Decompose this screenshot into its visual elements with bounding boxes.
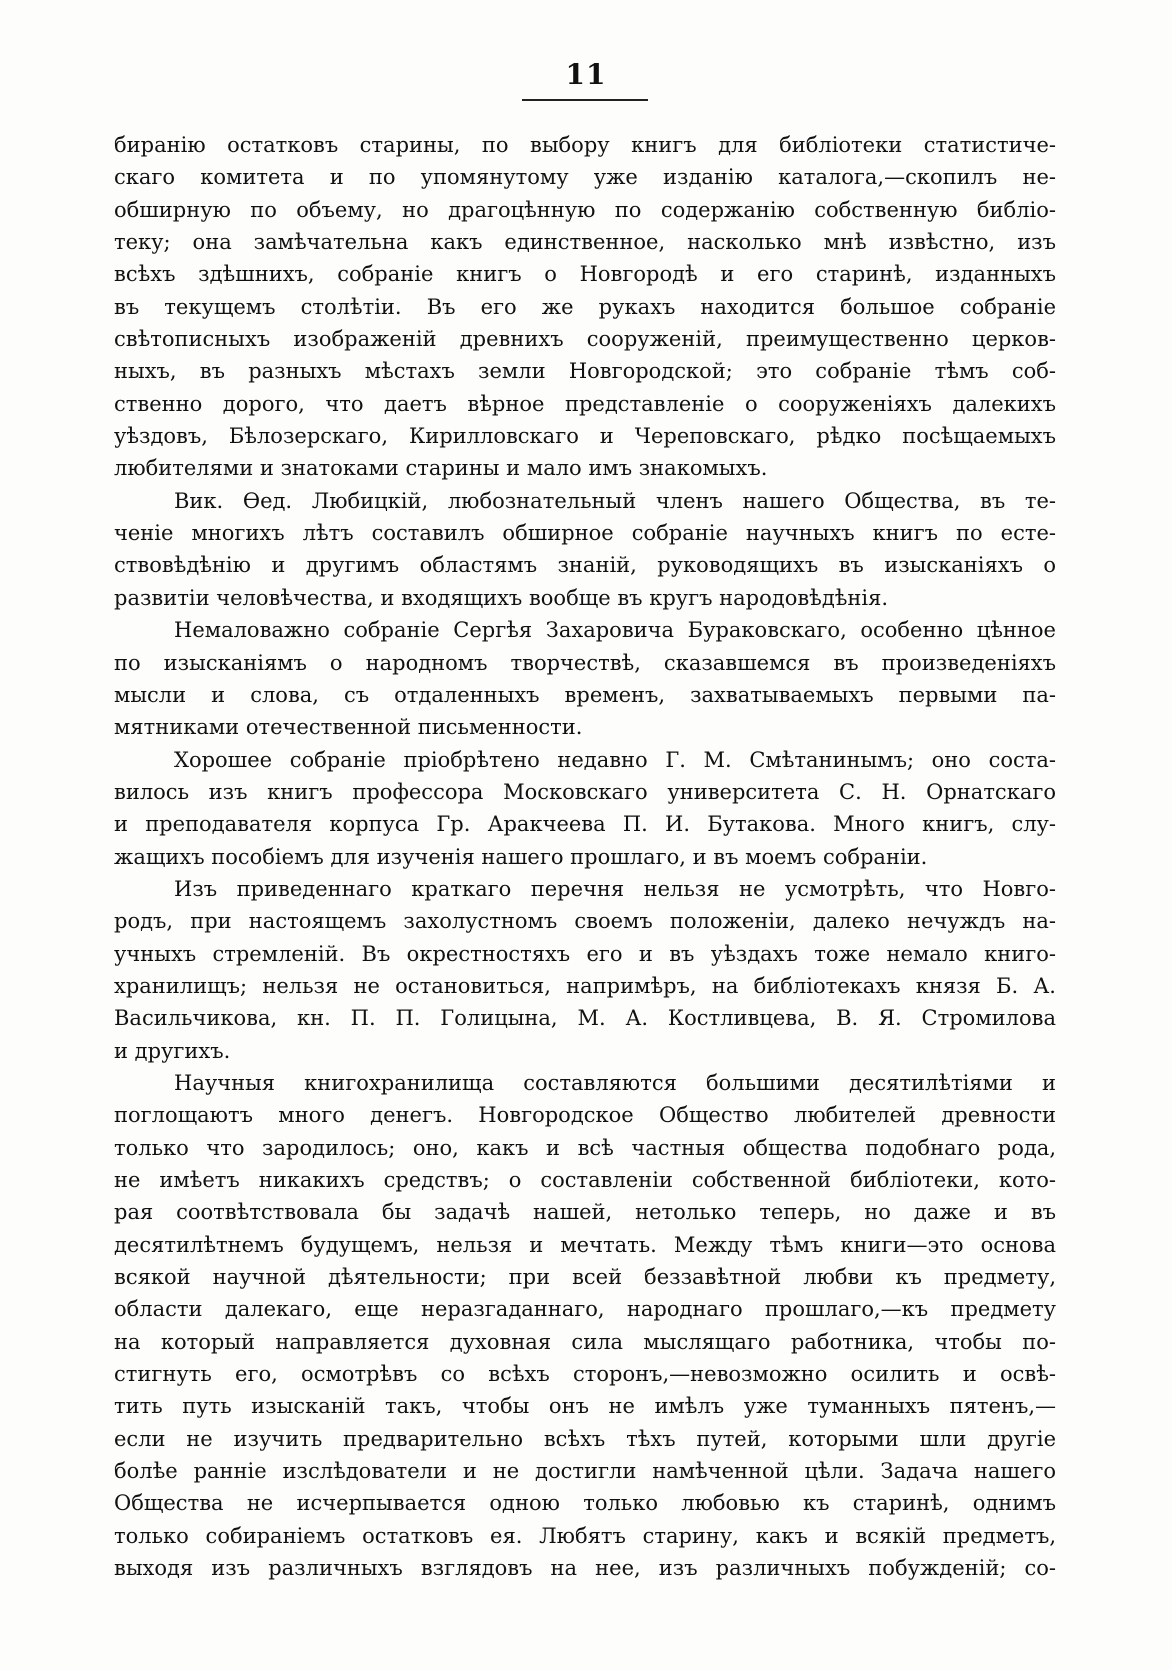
text-line: Немаловажно собраніе Сергѣя Захаровича Бураковскаго, особенно цѣнное [174,618,1056,643]
text-line: обширную по объему, но драгоцѣнную по содержанію собственную библіо- [114,197,1056,222]
text-line: мятниками отечественной письменности. [114,715,583,740]
text-line: всякой научной дѣятельности; при всей беззавѣтной любви къ предмету, [114,1265,1056,1290]
text-line: на который направляется духовная сила мыслящаго работника, чтобы по- [114,1329,1056,1354]
text-line: Изъ приведеннаго краткаго перечня нельзя не усмотрѣть, что Новго- [174,876,1056,901]
text-line: жащихъ пособіемъ для изученія нашего прошлаго, и въ моемъ собраніи. [114,844,928,869]
text-line: всѣхъ здѣшнихъ, собраніе книгъ о Новгородѣ и его старинѣ, изданныхъ [114,262,1056,287]
text-line: биранію остатковъ старины, по выбору книгъ для библіотеки статистиче- [114,133,1056,157]
text-line: въ текущемъ столѣтіи. Въ его же рукахъ находится большое собраніе [114,294,1056,319]
text-line: только собираніемъ остатковъ ея. Любятъ старину, какъ и всякій предметъ, [114,1523,1056,1548]
text-line: и преподавателя корпуса Гр. Аракчеева П. И. Бутакова. Много книгъ, слу- [114,812,1056,837]
body-text [114,129,1056,1584]
page-number: 11 [565,58,607,91]
text-line: уѣздовъ, Бѣлозерскаго, Кирилловскаго и Череповскаго, рѣдко посѣщаемыхъ [114,424,1056,449]
text-line: выходя изъ различныхъ взглядовъ на нее, изъ различныхъ побужденій; со- [114,1556,1056,1581]
text-line: десятилѣтнемъ будущемъ, нельзя и мечтать. Между тѣмъ книги—это основа [114,1232,1056,1257]
text-line: и другихъ. [114,1038,231,1063]
text-line: рая соотвѣтствовала бы задачѣ нашей, нетолько теперь, но даже и въ [114,1200,1056,1225]
text-line: Научныя книгохранилища составляются большими десятилѣтіями и [174,1070,1056,1095]
text-line: ченіе многихъ лѣтъ составилъ обширное собраніе научныхъ книгъ по есте- [114,521,1056,546]
text-line: хранилищъ; нельзя не остановиться, напримѣръ, на библіотекахъ князя Б. А. [114,973,1056,998]
text-line: Хорошее собраніе пріобрѣтено недавно Г. М. Смѣтанинымъ; оно соста- [174,747,1056,772]
text-line: ствовѣдѣнію и другимъ областямъ знаній, руководящихъ въ изысканіяхъ о [114,553,1056,578]
text-line: теку; она замѣчательна какъ единственное, насколько мнѣ извѣстно, изъ [114,230,1056,255]
text-line: развитіи человѣчества, и входящихъ вообще въ кругъ народовѣдѣнія. [114,585,889,610]
text-line: скаго комитета и по упомянутому уже изданію каталога,—скопилъ не- [114,165,1056,190]
text-line: если не изучить предварительно всѣхъ тѣхъ путей, которыми шли другіе [114,1426,1056,1451]
text-line: учныхъ стремленій. Въ окрестностяхъ его и въ уѣздахъ тоже немало книго- [114,941,1056,966]
text-line: мысли и слова, съ отдаленныхъ временъ, захватываемыхъ первыми па- [114,682,1056,707]
text-line: поглощаютъ много денегъ. Новгородское Общество любителей древности [114,1103,1056,1128]
text-line: любителями и знатоками старины и мало имъ знакомыхъ. [114,456,768,481]
text-line: свѣтописныхъ изображеній древнихъ сооруженій, преимущественно церков- [114,327,1056,352]
text-line: не имѣетъ никакихъ средствъ; о составленіи собственной библіотеки, кото- [114,1168,1056,1192]
text-line: Васильчикова, кн. П. П. Голицына, М. А. Костливцева, В. Я. Стромилова [114,1006,1056,1031]
text-line: ственно дорого, что даетъ вѣрное представленіе о сооруженіяхъ далекихъ [114,391,1056,416]
text-line: по изысканіямъ о народномъ творчествѣ, сказавшемся въ произведеніяхъ [114,650,1056,675]
text-line: стигнуть его, осмотрѣвъ со всѣхъ сторонъ,—невозможно осилить и освѣ- [114,1362,1056,1387]
text-line: Вик. Ѳед. Любицкій, любознательный членъ нашего Общества, въ те- [174,488,1056,513]
text-line: болѣе ранніе изслѣдователи и не достигли намѣченной цѣли. Задача нашего [114,1459,1056,1484]
text-line: тить путь изысканій такъ, чтобы онъ не имѣлъ уже туманныхъ пятенъ,— [114,1394,1056,1419]
page-number-rule [522,99,648,101]
text-line: вилось изъ книгъ профессора Московскаго университета С. Н. Орнатскаго [114,779,1056,804]
text-line: области далекаго, еще неразгаданнаго, народнаго прошлаго,—къ предмету [114,1297,1056,1322]
text-line: родъ, при настоящемъ захолустномъ своемъ положеніи, далеко нечуждъ на- [114,909,1056,934]
text-line: только что зародилось; оно, какъ и всѣ частныя общества подобнаго рода, [114,1135,1056,1160]
text-line: ныхъ, въ разныхъ мѣстахъ земли Новгородской; это собраніе тѣмъ соб- [114,359,1056,384]
text-line: Общества не исчерпывается одною только любовью къ старинѣ, однимъ [114,1491,1056,1516]
